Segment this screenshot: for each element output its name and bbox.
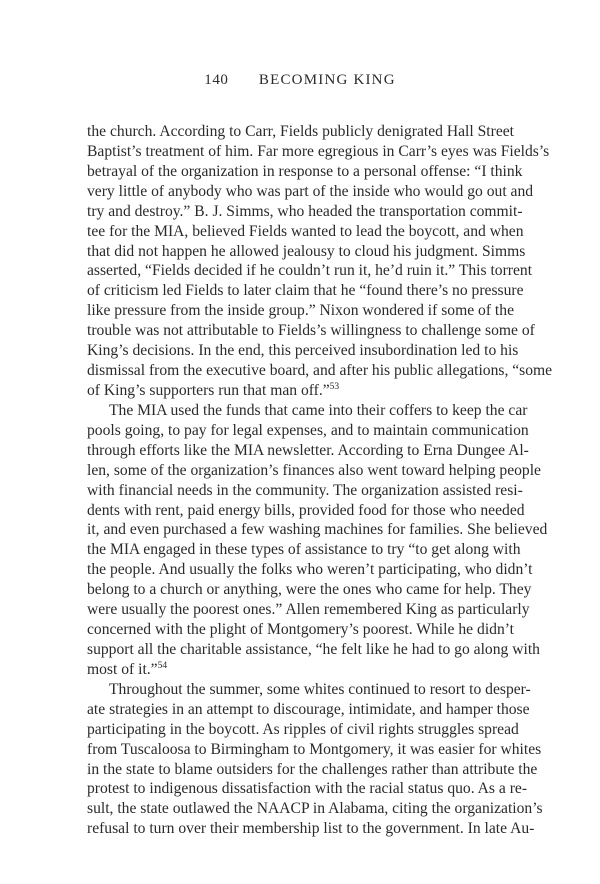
footnote-reference[interactable]: 54 [157, 660, 168, 671]
text-line: sult, the state outlawed the NAACP in Alabama, citing the organization’s [87, 800, 543, 818]
text-line: through efforts like the MIA newsletter. According to Erna Dungee Al- [87, 441, 529, 459]
book-title: BECOMING KING [258, 72, 396, 88]
text-line: asserted, “Fields decided if he couldn’t run it, he’d ruin it.” This torrent [87, 262, 533, 280]
text-line: very little of anybody who was part of the inside who would go out and [87, 182, 534, 200]
text-line: len, some of the organization’s finances also went toward helping people [87, 461, 541, 479]
text-line: the church. According to Carr, Fields publicly denigrated Hall Street [87, 123, 514, 140]
text-line: trouble was not attributable to Fields’s willingness to challenge some of [87, 322, 535, 340]
text-line: pools going, to pay for legal expenses, and to maintain communication [87, 421, 529, 439]
text-line: it, and even purchased a few washing machines for families. She believed [87, 521, 548, 539]
text-line: protest to indigenous dissatisfaction with the racial status quo. As a re- [87, 780, 528, 798]
text-line: from Tuscaloosa to Birmingham to Montgomery, it was easier for whites [87, 740, 542, 758]
paragraph-3 [87, 680, 543, 839]
text-line: Baptist’s treatment of him. Far more egregious in Carr’s eyes was Fields’s [87, 142, 550, 160]
text-line: ate strategies in an attempt to discourage, intimidate, and hamper those [87, 700, 530, 718]
text-line: in the state to blame outsiders for the challenges rather than attribute the [87, 760, 538, 778]
paragraph-2 [87, 401, 548, 680]
text-line: were usually the poorest ones.” Allen remembered King as particularly [87, 601, 530, 619]
text-line: that did not happen he allowed jealousy to cloud his judgment. Simms [87, 242, 526, 260]
text-line: try and destroy.” B. J. Simms, who headed the transportation commit- [87, 202, 523, 220]
text-line: Throughout the summer, some whites continued to resort to desper- [109, 680, 531, 698]
page-number: 140 [204, 72, 229, 88]
text-line [87, 381, 514, 401]
text-line: dismissal from the executive board, and after his public allegations, “some [87, 362, 553, 380]
text-line: betrayal of the organization in response to a personal offense: “I think [87, 162, 523, 180]
text-line-content: of King’s supporters run that man off.” [87, 381, 330, 399]
text-line: the MIA engaged in these types of assistance to try “to get along with [87, 541, 521, 559]
text-line-content: most of it.” [87, 660, 158, 678]
text-line: like pressure from the inside group.” Nixon wondered if some of the [87, 302, 514, 320]
footnote-reference[interactable]: 53 [329, 381, 340, 392]
text-line: with financial needs in the community. The organization assisted resi- [87, 481, 523, 499]
text-line: support all the charitable assistance, “he felt like he had to go along with [87, 640, 540, 658]
text-line: the people. And usually the folks who weren’t participating, who didn’t [87, 561, 533, 579]
text-line: King’s decisions. In the end, this perceived insubordination led to his [87, 342, 519, 360]
text-line: participating in the boycott. As ripples of civil rights struggles spread [87, 720, 519, 738]
text-line: The MIA used the funds that came into their coffers to keep the car [109, 401, 528, 419]
text-line: of criticism led Fields to later claim that he “found there’s no pressure [87, 282, 524, 300]
paragraph-1 [87, 122, 553, 401]
text-line: dents with rent, paid energy bills, provided food for those who needed [87, 501, 525, 519]
text-line: concerned with the plight of Montgomery’s poorest. While he didn’t [87, 621, 514, 639]
running-head [0, 72, 600, 89]
text-line: tee for the MIA, believed Fields wanted to lead the boycott, and when [87, 222, 524, 240]
text-line: belong to a church or anything, were the ones who came for help. They [87, 581, 532, 599]
text-line: refusal to turn over their membership list to the government. In late Au- [87, 820, 535, 838]
text-line [87, 660, 514, 680]
body-text [87, 122, 553, 839]
